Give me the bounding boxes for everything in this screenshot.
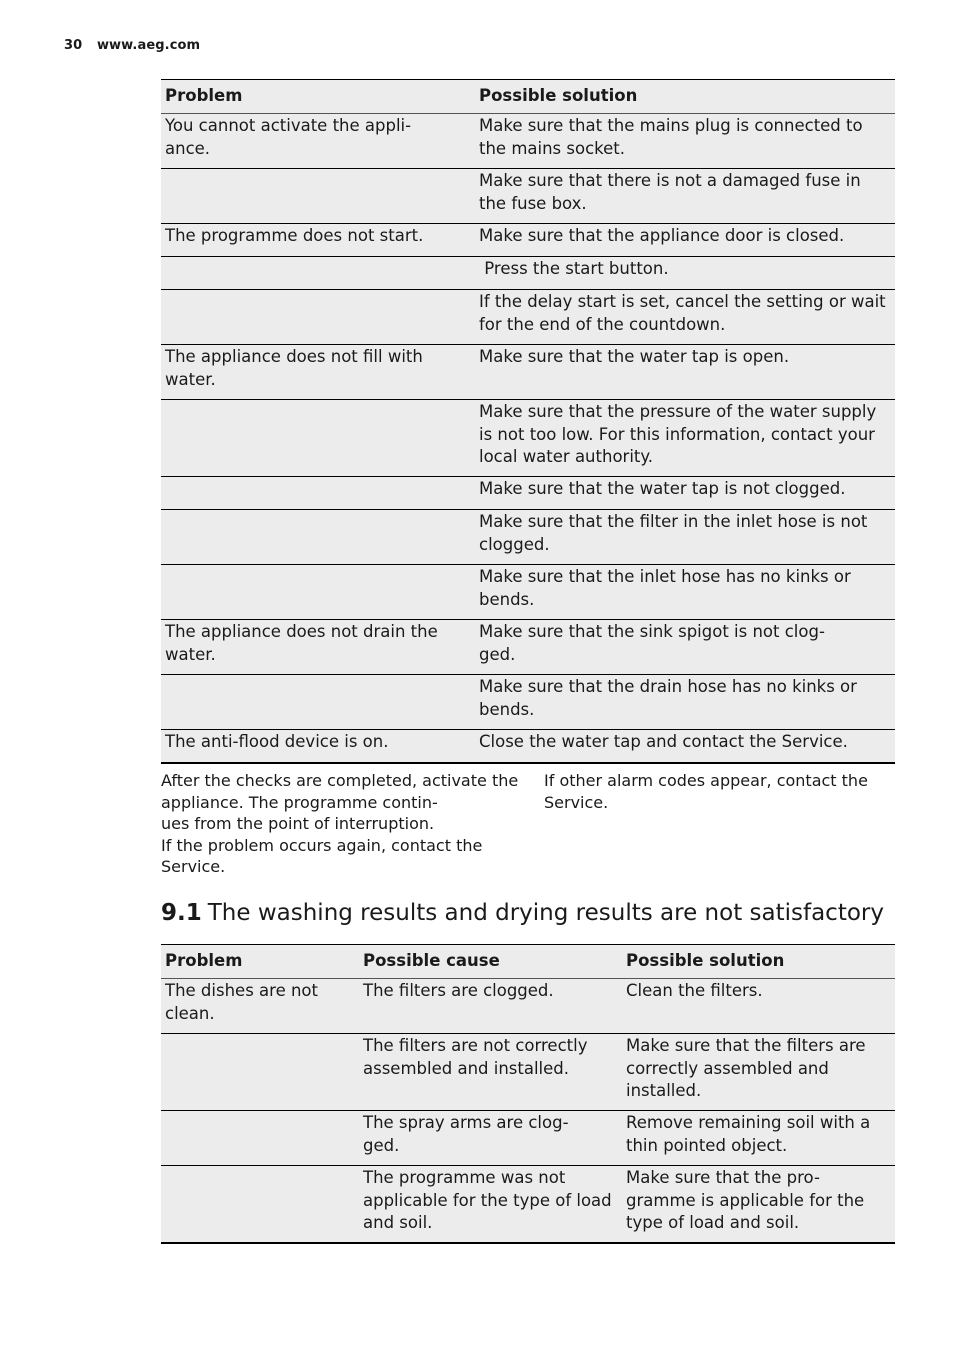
solution-cell: If the delay start is set, cancel the setting or wait for the end of the countdown. (475, 290, 895, 345)
solution-cell: Clean the filters. (622, 979, 895, 1034)
table-row (161, 979, 895, 1034)
solution-cell: Press the start button. (475, 257, 895, 290)
website-url: www.aeg.com (96, 38, 201, 53)
table-row (161, 290, 895, 345)
problem-cell: The dishes are not clean. (161, 979, 359, 1034)
note-text: If the problem occurs again, contact the Service. (161, 835, 483, 876)
troubleshooting-table (161, 79, 895, 764)
solution-cell: Make sure that the pressure of the water supply is not too low. For this information, contact your local water authority. (475, 400, 895, 477)
section-heading (161, 900, 884, 926)
solution-cell: Make sure that there is not a damaged fuse in the fuse box. (475, 169, 895, 224)
column-header-problem: Problem (161, 80, 475, 114)
washing-results-table (161, 944, 895, 1244)
table-row (161, 169, 895, 224)
table-row (161, 675, 895, 730)
problem-cell: The anti-flood device is on. (161, 730, 475, 764)
column-header-possible-solution: Possible solution (622, 945, 895, 979)
table-header-row (161, 80, 895, 114)
problem-cell (161, 290, 475, 345)
table-row (161, 114, 895, 169)
section-title: The washing results and drying results are not satisfactory (207, 900, 884, 926)
section-number: 9.1 (161, 900, 202, 926)
problem-cell (161, 675, 475, 730)
problem-cell (161, 1111, 359, 1166)
problem-cell (161, 169, 475, 224)
table-row (161, 730, 895, 764)
column-header-problem: Problem (161, 945, 359, 979)
solution-cell: Make sure that the water tap is not clogged. (475, 477, 895, 510)
table-row (161, 477, 895, 510)
solution-cell: Make sure that the sink spigot is not clog- ged. (475, 620, 895, 675)
problem-cell (161, 565, 475, 620)
table-row (161, 257, 895, 290)
table-row (161, 224, 895, 257)
table-row (161, 1034, 895, 1111)
table-row (161, 400, 895, 477)
problem-cell (161, 510, 475, 565)
table-row (161, 510, 895, 565)
problem-cell (161, 477, 475, 510)
problem-cell: The programme does not start. (161, 224, 475, 257)
note-text: If other alarm codes appear, contact the Service. (544, 771, 868, 812)
problem-cell (161, 400, 475, 477)
problem-cell: The appliance does not fill with water. (161, 345, 475, 400)
cause-cell: The filters are clogged. (359, 979, 622, 1034)
table-row (161, 345, 895, 400)
solution-cell: Make sure that the appliance door is closed. (475, 224, 895, 257)
note-after-checks (161, 770, 521, 878)
solution-cell: Make sure that the inlet hose has no kinks or bends. (475, 565, 895, 620)
cause-cell: The filters are not correctly assembled and installed. (359, 1034, 622, 1111)
solution-cell: Make sure that the pro- gramme is applicable for the type of load and soil. (622, 1166, 895, 1244)
solution-cell: Make sure that the water tap is open. (475, 345, 895, 400)
note-text: After the checks are completed, activate the appliance. The programme contin- ues from the point of interruption. (161, 771, 519, 833)
column-header-possible-cause: Possible cause (359, 945, 622, 979)
table-row (161, 1111, 895, 1166)
problem-cell (161, 257, 475, 290)
solution-cell: Make sure that the drain hose has no kinks or bends. (475, 675, 895, 730)
table-row (161, 1166, 895, 1244)
table-row (161, 620, 895, 675)
solution-cell: Make sure that the filters are correctly assembled and installed. (622, 1034, 895, 1111)
table-header-row (161, 945, 895, 979)
solution-cell: Remove remaining soil with a thin pointed object. (622, 1111, 895, 1166)
solution-cell: Close the water tap and contact the Service. (475, 730, 895, 764)
cause-cell: The spray arms are clog- ged. (359, 1111, 622, 1166)
cause-cell: The programme was not applicable for the type of load and soil. (359, 1166, 622, 1244)
problem-cell: You cannot activate the appli- ance. (161, 114, 475, 169)
problem-cell (161, 1166, 359, 1244)
problem-cell: The appliance does not drain the water. (161, 620, 475, 675)
table-row (161, 565, 895, 620)
page-header (64, 38, 200, 53)
problem-cell (161, 1034, 359, 1111)
solution-cell: Make sure that the filter in the inlet hose is not clogged. (475, 510, 895, 565)
page-number: 30 (64, 38, 83, 53)
solution-cell: Make sure that the mains plug is connected to the mains socket. (475, 114, 895, 169)
column-header-possible-solution: Possible solution (475, 80, 895, 114)
note-other-alarm-codes (544, 770, 896, 813)
